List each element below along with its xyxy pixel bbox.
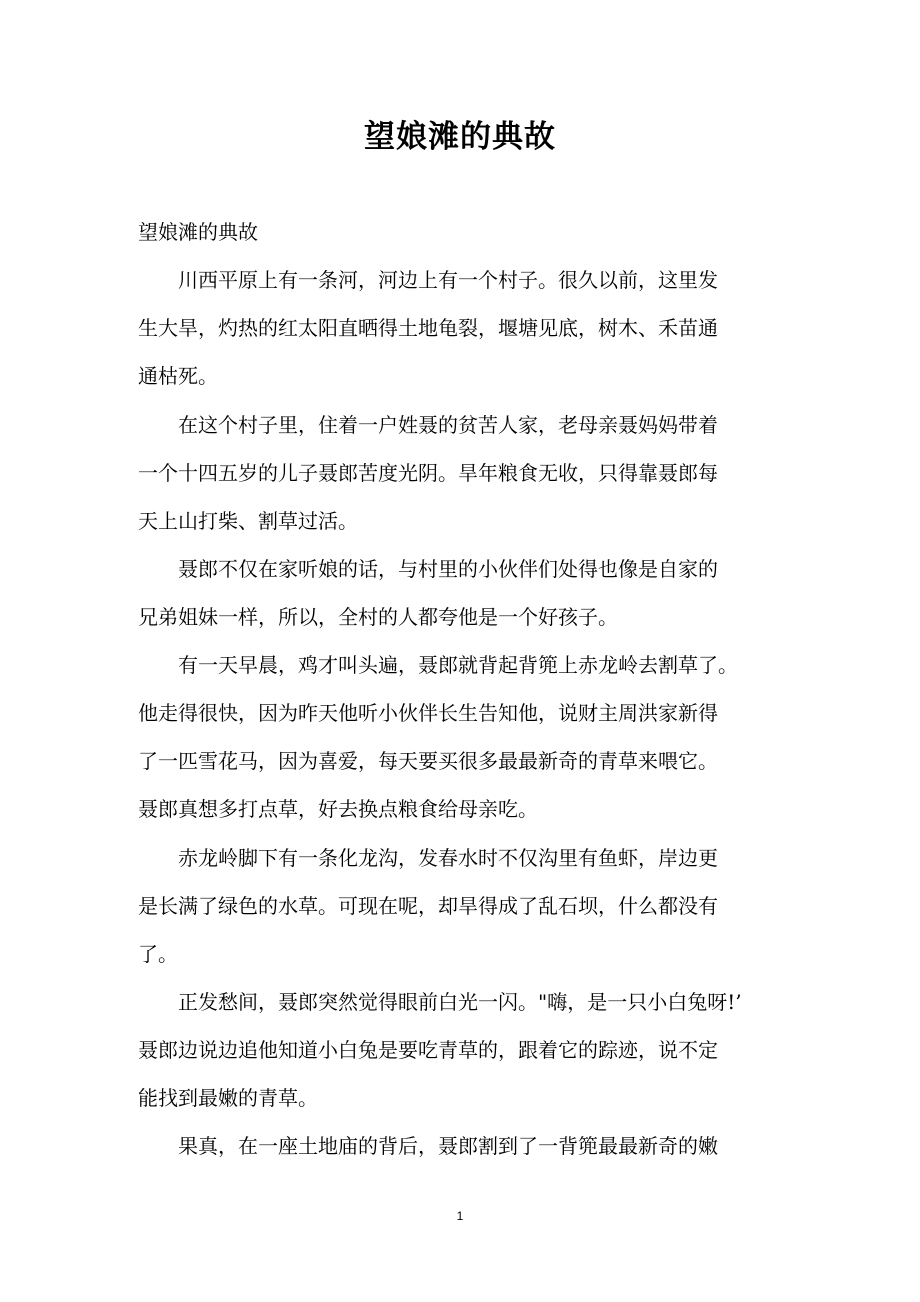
text-line: 聂郎边说边追他知道小白兔是要吃青草的，跟着它的踪迹，说不定: [138, 1038, 718, 1062]
text-line: 正发愁间，聂郎突然觉得眼前白光一闪。"嗨，是一只小白兔呀!’: [138, 990, 742, 1014]
page-number: 1: [456, 1209, 464, 1223]
text-line: 生大旱，灼热的红太阳直晒得土地龟裂，堰塘见底，树木、禾苗通: [138, 316, 718, 340]
text-line: 聂郎不仅在家听娘的话，与村里的小伙伴们处得也像是自家的: [138, 557, 718, 581]
text-line: 是长满了绿色的水草。可现在呢，却旱得成了乱石坝，什么都没有: [138, 894, 718, 918]
text-line: 他走得很快，因为昨天他听小伙伴长生告知他，说财主周洪家新得: [138, 701, 718, 725]
text-line: 聂郎真想多打点草，好去换点粮食给母亲吃。: [138, 797, 538, 821]
text-line: 果真，在一座土地庙的背后，聂郎割到了一背篼最最新奇的嫩: [138, 1134, 718, 1158]
text-line: 在这个村子里，住着一户姓聂的贫苦人家，老母亲聂妈妈带着: [138, 413, 718, 437]
text-line: 能找到最嫩的青草。: [138, 1086, 318, 1110]
text-line: 兄弟姐妹一样，所以，全村的人都夸他是一个好孩子。: [138, 605, 618, 629]
text-line: 了。: [138, 942, 178, 966]
text-line: 一个十四五岁的儿子聂郎苦度光阴。旱年粮食无收，只得靠聂郎每: [138, 461, 718, 485]
text-line: 赤龙岭脚下有一条化龙沟，发春水时不仅沟里有鱼虾，岸边更: [138, 846, 718, 870]
text-line: 川西平原上有一条河，河边上有一个村子。很久以前，这里发: [138, 268, 718, 292]
text-line: 望娘滩的典故: [138, 220, 258, 244]
text-line: 天上山打柴、割草过活。: [138, 509, 358, 533]
text-line: 有一天早晨，鸡才叫头遍，聂郎就背起背篼上赤龙岭去割草了。: [138, 653, 738, 677]
text-line: 了一匹雪花马，因为喜爱，每天要买很多最最新奇的青草来喂它。: [138, 749, 718, 773]
text-line: 通枯死。: [138, 364, 218, 388]
document-title: 望娘滩的典故: [364, 119, 556, 155]
